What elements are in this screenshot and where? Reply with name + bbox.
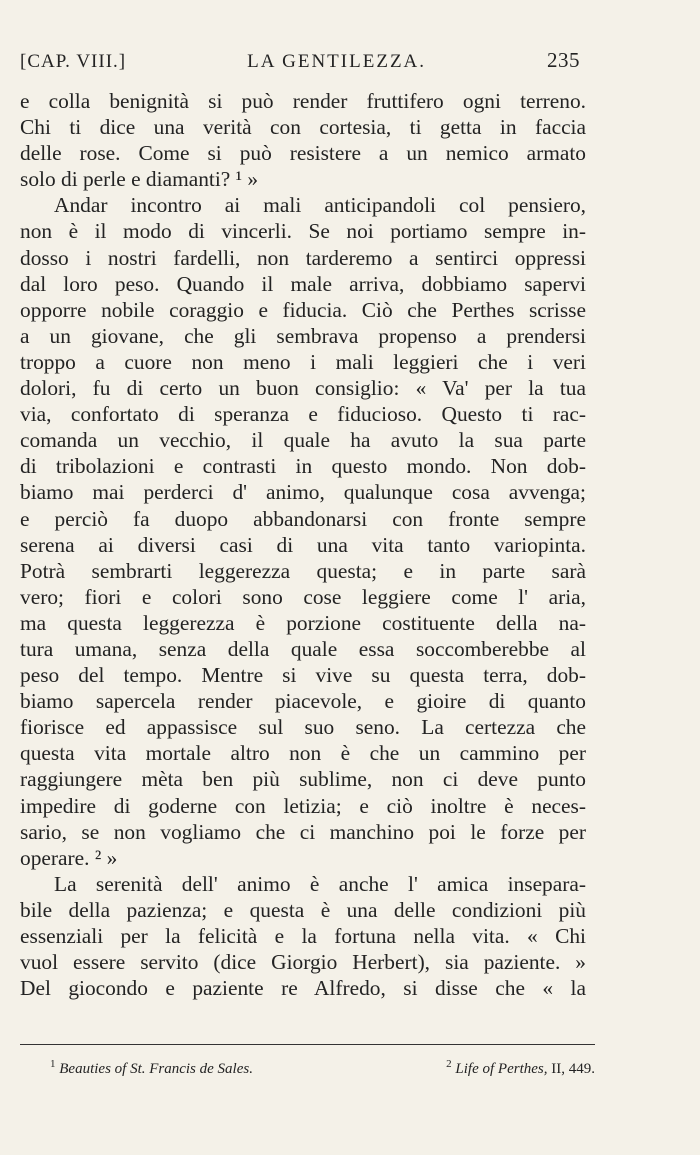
text-line: e perciò fa duopo abbandonarsi con fronte sempre xyxy=(20,506,586,531)
running-title: LA GENTILEZZA. xyxy=(247,51,427,72)
text-line: tura umana, senza della quale essa soccomberebbe al xyxy=(20,636,586,661)
text-line: raggiungere mèta ben più sublime, non ci deve punto xyxy=(20,767,586,792)
text-line: impedire di goderne con letizia; e ciò inoltre è neces- xyxy=(20,793,586,818)
text-line: opporre nobile coraggio e fiducia. Ciò che Perthes scrisse xyxy=(20,297,586,322)
text-line: Potrà sembrarti leggerezza questa; e in parte sarà xyxy=(20,558,586,583)
text-line: vuol essere servito (dice Giorgio Herbert), sia paziente. » xyxy=(20,950,586,975)
text-line: ma questa leggerezza è porzione costituente della na- xyxy=(20,610,586,635)
text-line: di tribolazioni e contrasti in questo mondo. Non dob- xyxy=(20,454,586,479)
text-line: peso del tempo. Mentre si vive su questa terra, dob- xyxy=(20,663,586,688)
text-line: dolori, fu di certo un buon consiglio: « Va' per la tua xyxy=(20,376,586,401)
footnote-1-mark: 1 xyxy=(50,1058,56,1070)
text-line: a un giovane, che gli sembrava propenso a prendersi xyxy=(20,323,586,348)
text-line: solo di perle e diamanti? ¹ » xyxy=(20,167,259,192)
footnote-1 xyxy=(50,1058,253,1078)
text-line: fiorisce ed appassisce sul suo seno. La certezza che xyxy=(20,715,586,740)
chapter-label: [CAP. VIII.] xyxy=(20,51,127,72)
text-line: vero; fiori e colori sono cose leggiere come l' aria, xyxy=(20,584,586,609)
text-line: La serenità dell' animo è anche l' amica insepara- xyxy=(54,871,586,896)
text-line: comanda un vecchio, il quale ha avuto la sua parte xyxy=(20,428,586,453)
running-header xyxy=(20,48,580,73)
text-line: non è il modo di vincerli. Se noi portiamo sempre in- xyxy=(20,219,586,244)
footnote-1-text: Beauties of St. Francis de Sales. xyxy=(59,1061,253,1077)
text-line: Chi ti dice una verità con cortesia, ti getta in faccia xyxy=(20,115,586,140)
text-line: essenziali per la felicità e la fortuna nella vita. « Chi xyxy=(20,924,586,948)
text-line: delle rose. Come si può resistere a un nemico armato xyxy=(20,141,586,166)
footnote-2-ref: II, 449. xyxy=(551,1061,595,1077)
page-number: 235 xyxy=(547,48,580,72)
text-line: biamo mai perderci d' animo, qualunque cosa avvenga; xyxy=(20,480,586,505)
footnote-divider xyxy=(20,1044,595,1045)
text-line: questa vita mortale altro non è che un cammino per xyxy=(20,741,586,766)
text-line: dal loro peso. Quando il male arriva, dobbiamo sapervi xyxy=(20,271,586,296)
footnotes xyxy=(50,1058,595,1078)
footnote-2 xyxy=(446,1058,595,1078)
body-text xyxy=(20,88,586,1001)
text-line: e colla benignità si può render fruttifero ogni terreno. xyxy=(20,89,586,113)
text-line: bile della pazienza; e questa è una delle condizioni più xyxy=(20,897,586,922)
text-line: Del giocondo e paziente re Alfredo, si disse che « la xyxy=(20,976,586,1001)
text-line: biamo sapercela render piacevole, e gioire di quanto xyxy=(20,689,586,714)
text-line: troppo a cuore non meno i mali leggieri che i veri xyxy=(20,349,586,374)
footnote-2-title: Life of Perthes, xyxy=(455,1061,548,1077)
text-line: Andar incontro ai mali anticipandoli col pensiero, xyxy=(54,193,586,218)
text-line: sario, se non vogliamo che ci manchino poi le forze per xyxy=(20,819,586,844)
footnote-2-mark: 2 xyxy=(446,1058,452,1070)
text-line: via, confortato di speranza e fiducioso. Questo ti rac- xyxy=(20,402,586,427)
text-line: operare. ² » xyxy=(20,845,118,870)
text-line: dosso i nostri fardelli, non tarderemo a sentirci oppressi xyxy=(20,245,586,270)
text-line: serena ai diversi casi di una vita tanto variopinta. xyxy=(20,532,586,557)
